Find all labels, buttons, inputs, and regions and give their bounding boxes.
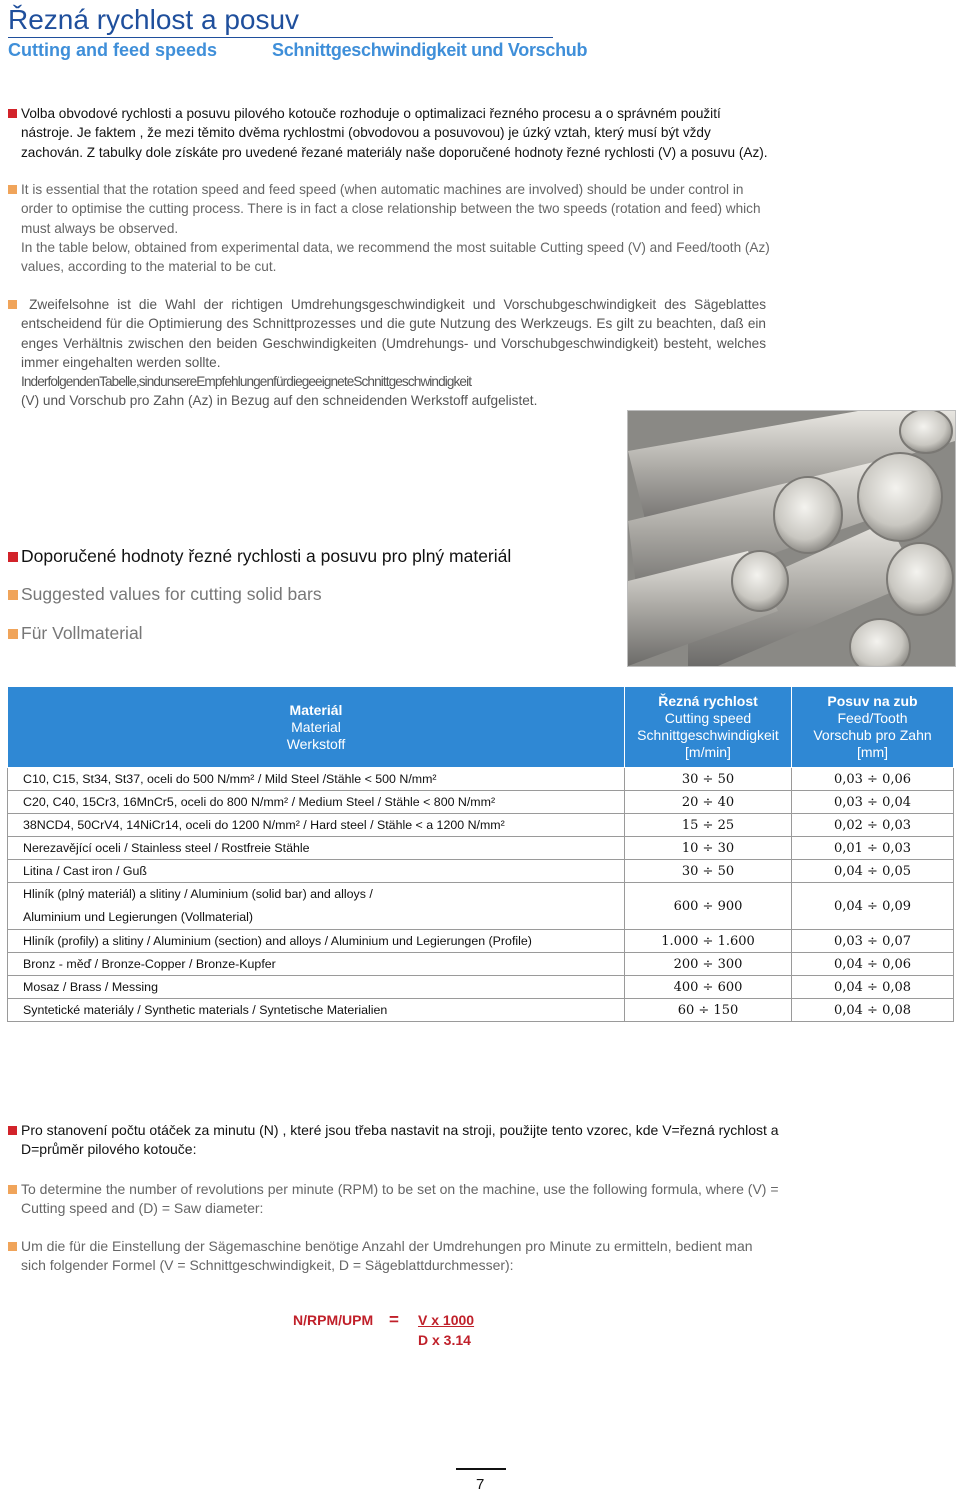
section-heading-german: Für Vollmaterial xyxy=(8,623,143,644)
title-underline xyxy=(8,37,553,38)
section-heading-english: Suggested values for cutting solid bars xyxy=(8,584,322,605)
formula-text-czech: Pro stanovení počtu otáček za minutu (N) , které jsou třeba nastavit na stroji, použijte tento vzorec, kde V=řezná rychlost a D=průměr pilového kotouče: xyxy=(21,1121,781,1159)
page-number: 7 xyxy=(476,1476,485,1493)
table-row xyxy=(8,999,954,1022)
feed-cell: 0,03 ÷ 0,07 xyxy=(792,930,954,953)
table-row xyxy=(8,953,954,976)
material-cell: Bronz - měď / Bronze-Copper / Bronze-Kupfer xyxy=(8,953,625,976)
feed-cell: 0,04 ÷ 0,06 xyxy=(792,953,954,976)
feed-cell: 0,04 ÷ 0,05 xyxy=(792,860,954,883)
red-square-bullet-icon xyxy=(8,552,18,562)
table-row xyxy=(8,768,954,791)
intro-paragraph-english: It is essential that the rotation speed and feed speed (when automatic machines are involved) should be under control in order to optimise the cutting process. There is in fact a close relationship between the two speeds (rotation and feed) which must always be observed. In the table below, obtained from experimental data, we recommend the most suitable Cutting speed (V) and Feed/tooth (Az) values, according to the material to be cut. xyxy=(21,180,773,276)
speed-cell: 10 ÷ 30 xyxy=(625,837,792,860)
speed-cell: 1.000 ÷ 1.600 xyxy=(625,930,792,953)
column-header-cutting-speed: Řezná rychlost Cutting speed Schnittgeschwindigkeit [m/min] xyxy=(625,687,792,768)
speed-cell: 400 ÷ 600 xyxy=(625,976,792,999)
material-cell: C10, C15, St34, St37, oceli do 500 N/mm² / Mild Steel /Stähle < 500 N/mm² xyxy=(8,768,625,791)
metal-bars-illustration xyxy=(628,411,955,666)
speed-cell: 20 ÷ 40 xyxy=(625,791,792,814)
table-row xyxy=(8,860,954,883)
material-cell: C20, C40, 15Cr3, 16MnCr5, oceli do 800 N/mm² / Medium Steel / Stähle < 800 N/mm² xyxy=(8,791,625,814)
material-cell: Syntetické materiály / Synthetic materials / Syntetische Materialien xyxy=(8,999,625,1022)
material-cell: Hliník (profily) a slitiny / Aluminium (section) and alloys / Aluminium und Legierungen (Profile) xyxy=(8,930,625,953)
red-square-bullet-icon xyxy=(8,109,17,118)
column-header-material: Materiál Material Werkstoff xyxy=(8,687,625,768)
orange-square-bullet-icon xyxy=(8,185,17,194)
speed-cell: 30 ÷ 50 xyxy=(625,768,792,791)
metal-bars-photo xyxy=(627,410,956,667)
intro-paragraph-czech: Volba obvodové rychlosti a posuvu pilového kotouče rozhoduje o optimalizaci řezného procesu a o správném použití nástroje. Je faktem , že mezi těmito dvěma rychlostmi (obvodovou a posuvovou) je úzký vztah, který musí být vždy zachován. Z tabulky dole získáte pro uvedené řezané materiály naše doporučené hodnoty řezné rychlosti (V) a posuvu (Az). xyxy=(21,104,771,162)
subtitle-german: Schnittgeschwindigkeit und Vorschub xyxy=(272,40,588,60)
speed-cell: 15 ÷ 25 xyxy=(625,814,792,837)
table-row xyxy=(8,930,954,953)
feed-cell: 0,04 ÷ 0,08 xyxy=(792,976,954,999)
formula-lhs: N/RPM/UPM xyxy=(293,1312,374,1328)
material-cell: Mosaz / Brass / Messing xyxy=(8,976,625,999)
feed-cell: 0,03 ÷ 0,04 xyxy=(792,791,954,814)
feed-cell: 0,04 ÷ 0,08 xyxy=(792,999,954,1022)
orange-square-bullet-icon xyxy=(8,1242,17,1251)
material-cell: Hliník (plný materiál) a slitiny / Aluminium (solid bar) and alloys / Aluminium und Legierungen (Vollmaterial) xyxy=(8,883,625,930)
formula-text-german: Um die für die Einstellung der Sägemaschine benötige Anzahl der Umdrehungen pro Minute zu ermitteln, bedient man sich folgender Formel (V = Schnittgeschwindigkeit, D = Sägeblattdurchmesser): xyxy=(21,1237,781,1275)
orange-square-bullet-icon xyxy=(8,1185,17,1194)
page-title: Řezná rychlost a posuv xyxy=(8,4,300,35)
formula-text-english: To determine the number of revolutions per minute (RPM) to be set on the machine, use the following formula, where (V) = Cutting speed and (D) = Saw diameter: xyxy=(21,1180,781,1218)
orange-square-bullet-icon xyxy=(8,590,18,600)
column-header-feed: Posuv na zub Feed/Tooth Vorschub pro Zahn [mm] xyxy=(792,687,954,768)
red-square-bullet-icon xyxy=(8,1126,17,1135)
table-row xyxy=(8,883,954,930)
subtitle-english: Cutting and feed speeds xyxy=(8,40,218,60)
intro-paragraph-german: Zweifelsohne ist die Wahl der richtigen Umdrehungsgeschwindigkeit und Vorschubgeschwindigkeit des Sägeblattes entscheidend für die Optimierung des Schnittprozesses und die gute Nutzung des Werkzeugs. Es gilt zu beachten, daß ein enges Verhältnis zwischen den beiden Geschwindigkeiten (Umdrehungs- und Vorschubgeschwindigkeit) besteht, welches immer eingehalten werden sollte. InderfolgendenTabelle,sindunsereEmpfehlungenfürdiegeeigneteSchnittgeschwindigkeit (V) und Vorschub pro Zahn (Az) in Bezug auf den schneidenden Werkstoff aufgelistet. xyxy=(21,295,766,411)
formula-numerator: V x 1000 xyxy=(418,1312,475,1328)
feed-cell: 0,01 ÷ 0,03 xyxy=(792,837,954,860)
material-cell: 38NCD4, 50CrV4, 14NiCr14, oceli do 1200 N/mm² / Hard steel / Stähle < a 1200 N/mm² xyxy=(8,814,625,837)
formula-equals: = xyxy=(389,1310,399,1329)
material-cell: Nerezavějící oceli / Stainless steel / Rostfreie Stähle xyxy=(8,837,625,860)
material-cell: Litina / Cast iron / Guß xyxy=(8,860,625,883)
speed-cell: 600 ÷ 900 xyxy=(625,883,792,930)
section-heading-czech: Doporučené hodnoty řezné rychlosti a posuvu pro plný materiál xyxy=(8,546,511,567)
speed-cell: 200 ÷ 300 xyxy=(625,953,792,976)
table-row xyxy=(8,791,954,814)
feed-cell: 0,03 ÷ 0,06 xyxy=(792,768,954,791)
table-row xyxy=(8,976,954,999)
feed-cell: 0,02 ÷ 0,03 xyxy=(792,814,954,837)
footer-divider xyxy=(456,1468,506,1470)
table-header-row xyxy=(8,687,954,768)
speed-cell: 30 ÷ 50 xyxy=(625,860,792,883)
cutting-values-table xyxy=(7,686,954,1022)
orange-square-bullet-icon xyxy=(8,300,17,309)
table-row xyxy=(8,814,954,837)
formula-denominator: D x 3.14 xyxy=(418,1332,471,1348)
table-row xyxy=(8,837,954,860)
orange-square-bullet-icon xyxy=(8,629,18,639)
feed-cell: 0,04 ÷ 0,09 xyxy=(792,883,954,930)
speed-cell: 60 ÷ 150 xyxy=(625,999,792,1022)
